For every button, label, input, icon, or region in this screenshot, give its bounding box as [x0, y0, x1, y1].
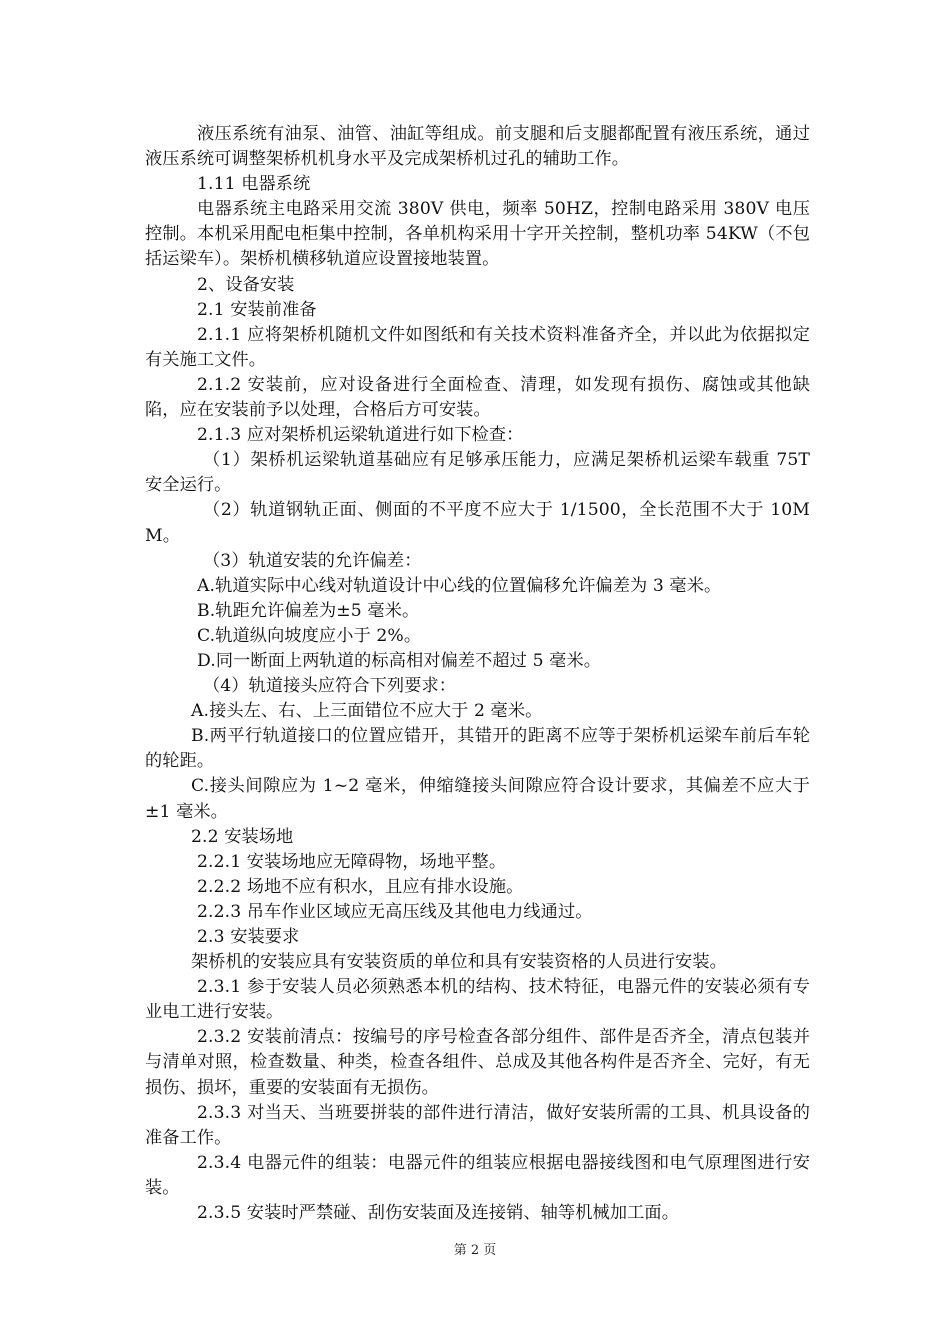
section-heading: 2.2 安装场地 — [191, 826, 294, 847]
paragraph: 2.1.1 应将架桥机随机文件如图纸和有关技术资料准备齐全，并以此为依据拟定有关施工文件。 — [145, 324, 810, 370]
paragraph: 液压系统有油泵、油管、油缸等组成。前支腿和后支腿都配置有液压系统，通过液压系统可调整架桥机机身水平及完成架桥机过孔的辅助工作。 — [145, 124, 810, 170]
paragraph: 2.2.1 安装场地应无障碍物，场地平整。 — [197, 851, 507, 872]
section-heading: 2、设备安装 — [197, 274, 295, 295]
list-item: D.同一断面上两轨道的标高相对偏差不超过 5 毫米。 — [197, 650, 602, 671]
paragraph: 2.1.2 安装前，应对设备进行全面检查、清理，如发现有损伤、腐蚀或其他缺陷，应在安装前予以处理，合格后方可安装。 — [145, 374, 810, 421]
list-item: （4）轨道接头应符合下列要求： — [203, 676, 457, 697]
paragraph: 2.3.2 安装前清点：按编号的序号检查各部分组件、部件是否齐全，清点包装并与清单对照，检查数量、种类，检查各组件、总成及其他各构件是否齐全、完好，有无损伤、损坏，重要的安装面有无损伤。 — [145, 1027, 810, 1098]
list-item: B.轨距允许偏差为±5 毫米。 — [197, 600, 420, 621]
paragraph: 2.3.3 对当天、当班要拼装的部件进行清洁，做好安装所需的工具、机具设备的准备工作。 — [145, 1102, 810, 1148]
paragraph: 电器系统主电路采用交流 380V 供电，频率 50HZ，控制电路采用 380V 电压控制。本机采用配电柜集中控制，各单机构采用十字开关控制，整机功率 54KW（不包括运梁车）。架桥机横移轨道应设置接地装置。 — [145, 199, 810, 270]
page-number: 第 2 页 — [453, 1243, 497, 1258]
section-heading: 1.11 电器系统 — [197, 174, 311, 195]
paragraph: 架桥机的安装应具有安装资质的单位和具有安装资格的人员进行安装。 — [191, 952, 727, 973]
paragraph: 2.2.3 吊车作业区域应无高压线及其他电力线通过。 — [197, 901, 593, 922]
paragraph: 2.3.5 安装时严禁碰、刮伤安装面及连接销、轴等机械加工面。 — [197, 1203, 679, 1224]
list-item: （1）架桥机运梁轨道基础应有足够承压能力，应满足架桥机运梁车载重 75T 安全运行。 — [145, 450, 810, 496]
document-body — [145, 122, 810, 1226]
list-item: （2）轨道钢轨正面、侧面的不平度不应大于 1/1500，全长范围不大于 10MM。 — [145, 500, 810, 546]
paragraph: 2.1.3 应对架桥机运梁轨道进行如下检查： — [197, 425, 524, 446]
list-item: C.轨道纵向坡度应小于 2%。 — [197, 625, 422, 646]
paragraph: 2.2.2 场地不应有积水，且应有排水设施。 — [197, 876, 524, 897]
section-heading: 2.3 安装要求 — [197, 927, 300, 947]
list-item: A.轨道实际中心线对轨道设计中心线的位置偏移允许偏差为 3 毫米。 — [197, 575, 722, 596]
section-heading: 2.1 安装前准备 — [197, 299, 317, 320]
list-item: A.接头左、右、上三面错位不应大于 2 毫米。 — [191, 701, 543, 722]
paragraph: 2.3.1 参于安装人员必须熟悉本机的结构、技术特征，电器元件的安装必须有专业电工进行安装。 — [145, 977, 810, 1023]
paragraph: 2.3.4 电器元件的组装：电器元件的组装应根据电器接线图和电气原理图进行安装。 — [145, 1152, 810, 1198]
list-item: （3）轨道安装的允许偏差： — [203, 550, 422, 571]
list-item: B.两平行轨道接口的位置应错开，其错开的距离不应等于架桥机运梁车前后车轮的轮距。 — [145, 726, 810, 772]
list-item: C.接头间隙应为 1~2 毫米，伸缩缝接头间隙应符合设计要求，其偏差不应大于±1 毫米。 — [145, 776, 810, 822]
